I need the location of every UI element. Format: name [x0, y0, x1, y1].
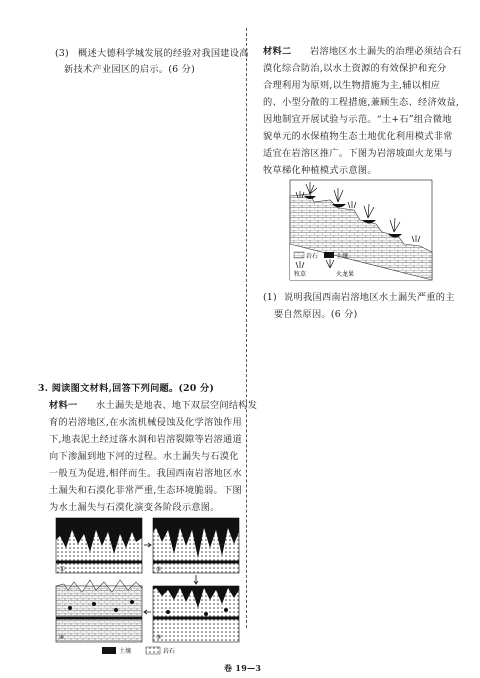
material2-line: 适宜在岩溶区推广。下图为岩溶坡面火龙果与 — [263, 148, 453, 159]
legend-rock-label: 岩石 — [306, 253, 319, 260]
legend-soil-swatch — [324, 252, 334, 258]
material1-line: 为水土漏失与石漠化演变各阶段示意图。 — [49, 502, 220, 513]
material1-line: 一般互为促进,相伴而生。我国西南岩溶地区水 — [49, 468, 242, 479]
legend-soil-swatch — [102, 647, 116, 654]
q3-sub1-line1: 说明我国西南岩溶地区水土漏失严重的主 — [284, 292, 455, 303]
karst-stages-figure — [56, 518, 242, 656]
panel-label: ③ — [156, 634, 162, 641]
material1-line: 向下渗漏到地下河的过程。水土漏失与石漠化 — [49, 451, 239, 462]
legend-soil-label: 土壤 — [336, 253, 349, 260]
panel-label: ② — [156, 566, 162, 573]
material2-line: 合理利用为原则,以生物措施为主,辅以相应 — [263, 80, 441, 91]
legend-rock-label: 岩石 — [163, 648, 176, 655]
question3-header: 3. 阅读图文材料,回答下列问题。(20 分) — [38, 383, 215, 394]
material2-line: 岩溶地区水土漏失的治理必须结合石 — [310, 46, 462, 57]
material2-line: 因地制宜开展试验与示范。“土+石”组合微地 — [263, 114, 452, 125]
legend-grass-label: 牧草 — [294, 271, 307, 278]
stage-panel-2 — [153, 518, 239, 573]
page-footer: 卷 19—3 — [224, 663, 262, 673]
column-divider — [246, 28, 247, 628]
panel-label: ① — [59, 565, 66, 573]
material1-line: 水土漏失是地表、地下双层空间结构发 — [96, 400, 258, 411]
material2-line: 貌单元的水保植物生态土地优化利用模式非常 — [263, 131, 453, 142]
material2-line: 的、小型分散的工程措施,兼顾生态、经济效益, — [263, 97, 460, 108]
q3-sub1-line2: 要自然原因。(6 分) — [274, 309, 358, 320]
stage-panel-3 — [153, 586, 239, 642]
q3-sub1-number: (1) — [263, 292, 277, 303]
q3-sub3-line2: 新技术产业园区的启示。(6 分) — [64, 64, 195, 75]
legend-rock-swatch — [294, 252, 304, 258]
material1-line: 下,地表泥土经过落水洞和岩溶裂隙等岩溶通道 — [49, 434, 242, 445]
panel-label: ④ — [59, 634, 65, 641]
q3-sub3-line1: 概述大德科学城发展的经验对我国建设高 — [78, 48, 249, 59]
material2-line: 牧草梯化种植模式示意图。 — [263, 165, 377, 176]
material1-label: 材料一 — [49, 400, 78, 411]
material1-line: 育的岩溶地区,在水流机械侵蚀及化学溶蚀作用 — [49, 417, 242, 428]
stage-panel-1 — [56, 518, 142, 573]
stage-panel-4 — [56, 580, 142, 642]
material1-line: 土漏失和石漠化非常严重,生态环境脆弱。下图 — [49, 485, 242, 496]
material2-label: 材料二 — [263, 46, 292, 57]
q3-sub3-number: (3) — [55, 48, 69, 59]
slope-planting-figure — [290, 180, 432, 280]
legend-soil-label: 土壤 — [119, 648, 132, 655]
legend-pitaya-label: 火龙果 — [336, 271, 355, 278]
legend-rock-swatch — [146, 647, 160, 654]
material2-line: 漠化综合防治,以水土资源的有效保护和充分 — [263, 63, 447, 74]
